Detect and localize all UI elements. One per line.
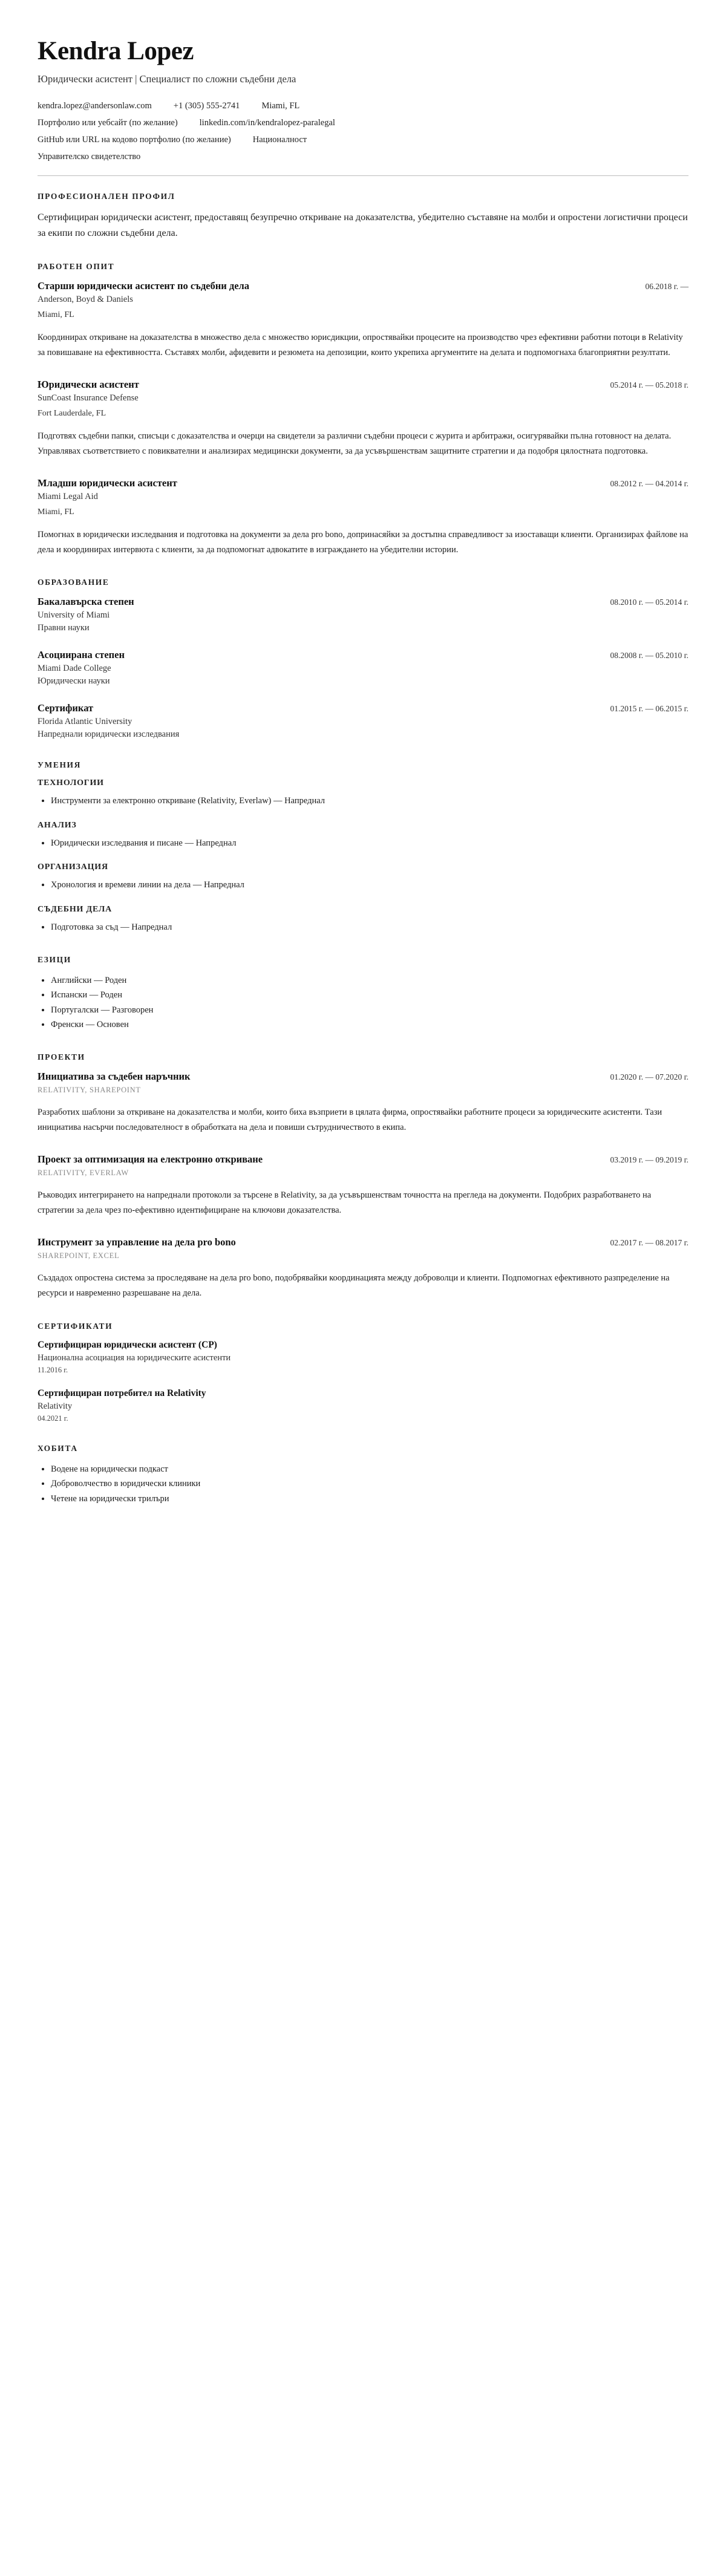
experience-date: 08.2012 г. — 04.2014 г. (610, 478, 688, 488)
skill-list (38, 794, 688, 808)
project-entry (38, 1153, 688, 1218)
experience-entry (38, 280, 688, 360)
education-entry (38, 702, 688, 740)
experience-entry (38, 477, 688, 558)
experience-company: SunCoast Insurance Defense (38, 393, 139, 403)
section-hobbies (38, 1444, 688, 1506)
section-title-hobbies: ХОБИТА (38, 1443, 78, 1453)
project-description: Създадох опростена система за проследяване на дела pro bono, подобрявайки координацията между доброволци и клиенти. Подпомогнах ефективното разпределение на ресурси и навременно разрешаване на дела. (38, 1273, 670, 1298)
skill-group (38, 778, 688, 808)
section-summary (38, 192, 688, 241)
project-description: Разработих шаблони за откриване на доказателства и молби, които биха възприети в цялата фирма, опростявайки работните процеси за юридическите асистенти. Тази инициатива насърчи последователност в обработката на дела и повиши сътрудничеството в екипа. (38, 1107, 662, 1133)
professional-headline: Юридически асистент | Специалист по сложни съдебни дела (38, 73, 296, 85)
skill-group (38, 862, 688, 892)
hobby-list (38, 1462, 688, 1506)
skill-category-label: АНАЛИЗ (38, 820, 77, 830)
project-entry (38, 1071, 688, 1135)
list-item: • Водене на юридически подкаст (51, 1462, 688, 1476)
linkedin-link[interactable]: linkedin.com/in/kendralopez-paralegal (199, 118, 335, 128)
skill-group (38, 905, 688, 934)
project-tags: RELATIVITY, EVERLAW (38, 1169, 129, 1178)
section-title-experience: РАБОТЕН ОПИТ (38, 261, 115, 271)
section-languages (38, 955, 688, 1032)
education-school: Miami Dade College (38, 664, 111, 674)
list-item: • Хронология и времеви линии на дела — Напреднал (51, 878, 688, 892)
experience-entry-head (38, 280, 688, 292)
certification-entry (38, 1388, 688, 1423)
portfolio-placeholder-text: Портфолио или уебсайт (по желание) (38, 118, 178, 128)
experience-job-title: Старши юридически асистент по съдебни дела (38, 279, 250, 292)
summary-text: Сертифициран юридически асистент, предоставящ безупречно откриване на доказателства, убедително съставяне на молби и опростени логистични процеси за екипи по сложни съдебни дела. (38, 212, 688, 238)
section-title-projects: ПРОЕКТИ (38, 1052, 85, 1062)
project-title: Инструмент за управление на дела pro bono (38, 1236, 236, 1248)
list-item: • Френски — Основен (51, 1017, 688, 1032)
skill-category-label: ТЕХНОЛОГИИ (38, 778, 104, 788)
location-text: Miami, FL (261, 101, 300, 111)
page-title: Kendra Lopez (38, 37, 194, 65)
education-date: 01.2015 г. — 06.2015 г. (610, 704, 688, 714)
list-item: • Испански — Роден (51, 988, 688, 1002)
header-divider (38, 175, 688, 176)
skill-category-label: ОРГАНИЗАЦИЯ (38, 862, 108, 872)
project-date: 01.2020 г. — 07.2020 г. (610, 1072, 688, 1082)
section-projects (38, 1052, 688, 1301)
education-entry-head (38, 649, 688, 661)
experience-job-title: Юридически асистент (38, 378, 139, 390)
list-item: • Инструменти за електронно откриване (Relativity, Everlaw) — Напреднал (51, 794, 688, 808)
project-title: Инициатива за съдебен наръчник (38, 1071, 191, 1083)
education-field: Напреднали юридически изследвания (38, 729, 180, 740)
education-school: Florida Atlantic University (38, 717, 132, 727)
education-field: Юридически науки (38, 676, 110, 686)
nationality-text: Националност (252, 135, 307, 145)
skill-list (38, 836, 688, 850)
section-experience (38, 262, 688, 558)
certification-name: Сертифициран юридически асистент (CP) (38, 1339, 217, 1350)
skill-category-label: СЪДЕБНИ ДЕЛА (38, 904, 113, 914)
experience-entry-head (38, 379, 688, 391)
education-entry-head (38, 702, 688, 714)
list-item: • Доброволчество в юридически клиники (51, 1476, 688, 1491)
project-title: Проект за оптимизация на електронно откриване (38, 1153, 263, 1166)
education-entry-head (38, 596, 688, 608)
experience-location: Fort Lauderdale, FL (38, 408, 106, 418)
project-entry (38, 1236, 688, 1301)
language-list (38, 973, 688, 1032)
experience-description: Помогнах в юридически изследвания и подготовка на документи за дела pro bono, допринасяйки за достъпна справедливост за изоставащи клиенти. Организирах файлове на дела и координирах интервюта с клиенти, за да подпомогнат адвокатите в изграждането на убедителни истории. (38, 529, 688, 555)
experience-company: Anderson, Boyd & Daniels (38, 294, 133, 304)
experience-entry-head (38, 477, 688, 489)
project-entry-head (38, 1071, 688, 1083)
section-title-certifications: СЕРТИФИКАТИ (38, 1321, 113, 1331)
project-date: 03.2019 г. — 09.2019 г. (610, 1155, 688, 1165)
section-title-summary: ПРОФЕСИОНАЛЕН ПРОФИЛ (38, 192, 175, 201)
education-date: 08.2008 г. — 05.2010 г. (610, 651, 688, 660)
skill-list (38, 920, 688, 934)
experience-job-title: Младши юридически асистент (38, 477, 177, 489)
section-title-languages: ЕЗИЦИ (38, 954, 71, 964)
certification-entry (38, 1340, 688, 1375)
experience-description: Подготвях съдебни папки, списъци с доказателства и очерци на свидетели за различни съдебни процеси с журита и арбитражи, осигурявайки пълна готовност на делата. Управлявах съответствието с повиквателни и анализирах медицински документи, за да усъвършенствам защитните стратегии и да подобря цялостната подготовка. (38, 431, 672, 456)
project-entry-head (38, 1153, 688, 1166)
experience-date: 06.2018 г. — (645, 281, 688, 291)
skill-list (38, 878, 688, 892)
list-item: • Английски — Роден (51, 973, 688, 988)
project-date: 02.2017 г. — 08.2017 г. (610, 1238, 688, 1248)
education-degree: Бакалавърска степен (38, 596, 134, 608)
education-degree: Сертификат (38, 702, 94, 714)
experience-location: Miami, FL (38, 310, 74, 319)
section-education (38, 578, 688, 740)
contact-row-portfolio (38, 118, 688, 128)
certification-issuer: Национална асоциация на юридическите асистенти (38, 1352, 231, 1363)
education-entry (38, 649, 688, 686)
education-date: 08.2010 г. — 05.2014 г. (610, 598, 688, 607)
driving-license-text: Управителско свидетелство (38, 152, 141, 161)
contact-row-github (38, 135, 688, 145)
list-item: • Подготовка за съд — Напреднал (51, 920, 688, 934)
section-skills (38, 760, 688, 934)
education-entry (38, 596, 688, 633)
project-description: Ръководих интегрирането на напреднали протоколи за търсене в Relativity, за да усъвършенствам точността на прегледа на документи. Подобрих разработването на стратегии за дела чрез по-ефективно идентифициране на ключови доказателства. (38, 1190, 652, 1216)
phone-text: +1 (305) 555-2741 (173, 101, 240, 111)
contact-row-primary (38, 101, 688, 111)
section-certifications (38, 1322, 688, 1423)
certification-date: 04.2021 г. (38, 1414, 68, 1423)
contact-row-license (38, 152, 688, 162)
education-school: University of Miami (38, 610, 110, 621)
education-degree: Асоциирана степен (38, 649, 125, 661)
list-item: • Четене на юридически трилъри (51, 1492, 688, 1506)
project-entry-head (38, 1236, 688, 1248)
experience-description: Координирах откриване на доказателства в множество дела с множество юрисдикции, опростявайки процесите на производство чрез ефективни работни потоци в Relativity за повишаване на ефективността. Съставях молби, афидевити и резюмета на депозиции, които укрепиха аргументите на делата и подпомогнаха благоприятни резултати. (38, 332, 683, 357)
experience-location: Miami, FL (38, 507, 74, 517)
project-tags: RELATIVITY, SHAREPOINT (38, 1086, 141, 1095)
certification-date: 11.2016 г. (38, 1365, 68, 1374)
project-tags: SHAREPOINT, EXCEL (38, 1251, 120, 1260)
experience-company: Miami Legal Aid (38, 491, 98, 501)
experience-entry (38, 379, 688, 459)
skill-group (38, 821, 688, 850)
github-placeholder-text: GitHub или URL на кодово портфолио (по желание) (38, 135, 231, 145)
email-text: kendra.lopez@andersonlaw.com (38, 101, 152, 111)
section-title-skills: УМЕНИЯ (38, 760, 82, 770)
certification-issuer: Relativity (38, 1401, 73, 1411)
education-field: Правни науки (38, 623, 90, 633)
section-title-education: ОБРАЗОВАНИЕ (38, 578, 110, 587)
experience-date: 05.2014 г. — 05.2018 г. (610, 380, 688, 390)
list-item: • Юридически изследвания и писане — Напреднал (51, 836, 688, 850)
certification-name: Сертифициран потребител на Relativity (38, 1387, 206, 1398)
list-item: • Португалски — Разговорен (51, 1003, 688, 1017)
